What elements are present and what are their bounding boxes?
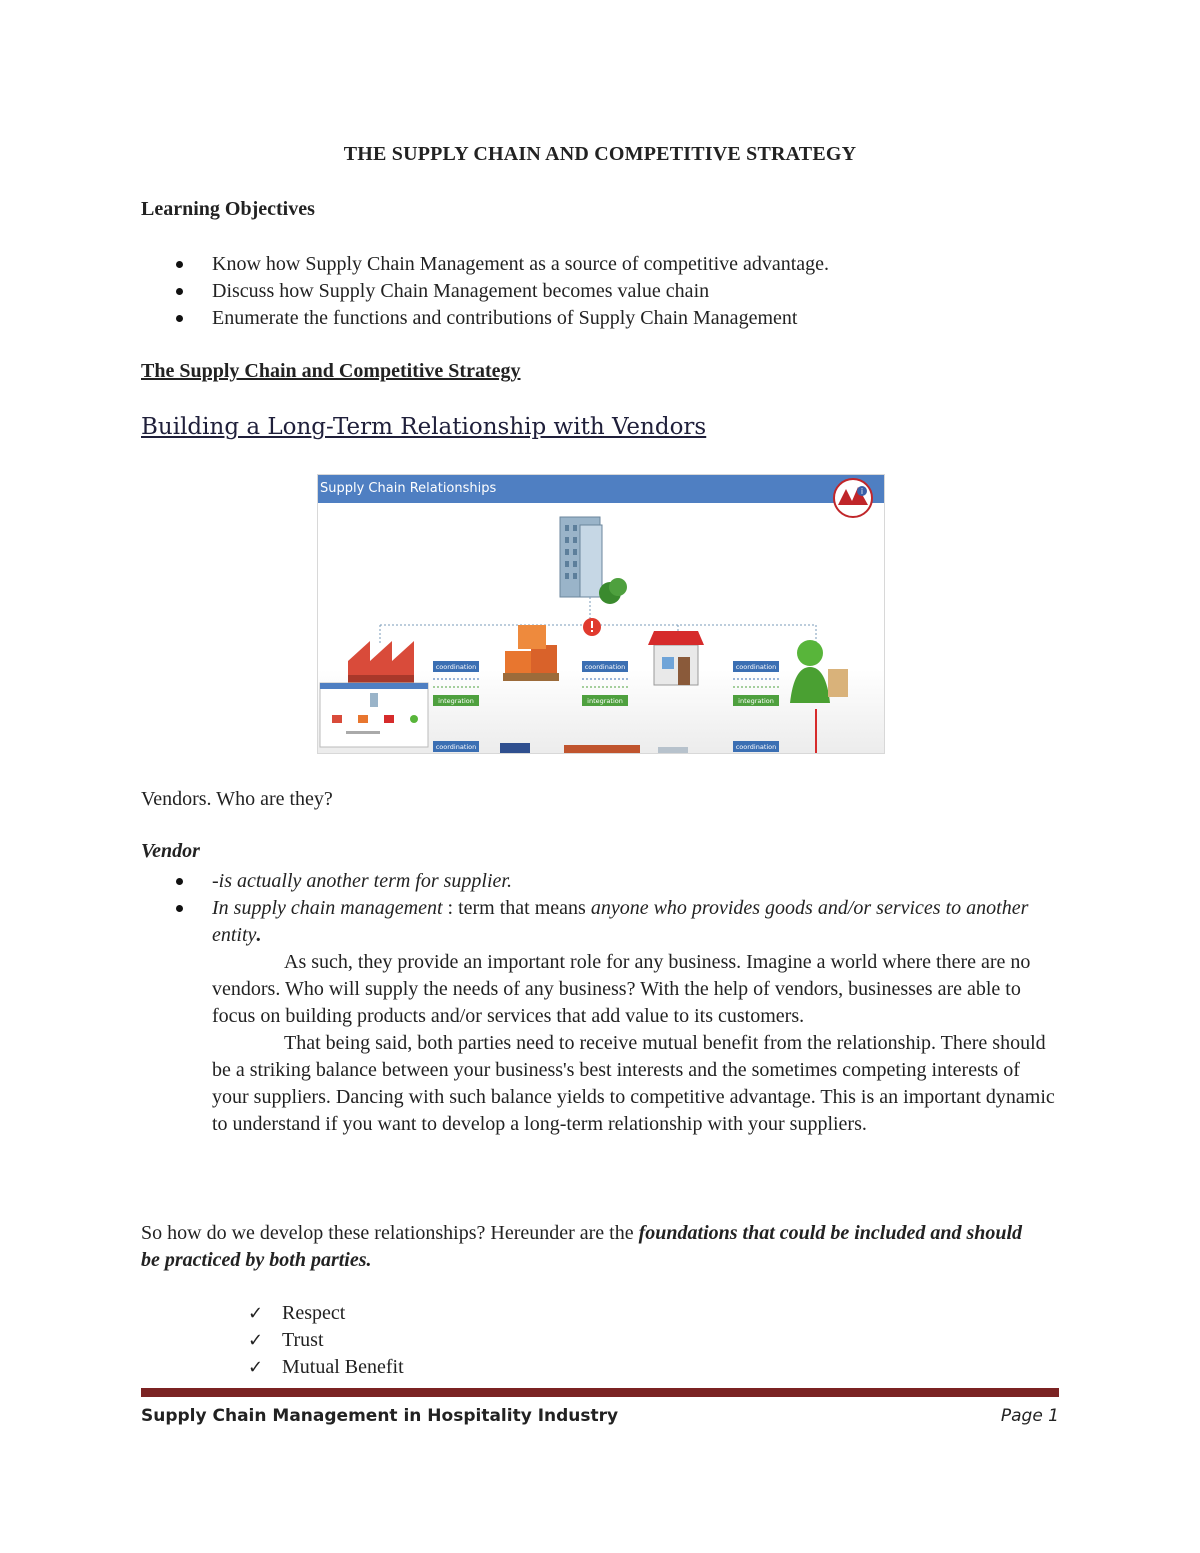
checkmark-icon: ✓	[248, 1357, 264, 1378]
coordination-tag-3	[733, 661, 779, 672]
intro-emphasis: foundations that could be included and should be practiced by both parties.	[141, 1222, 1023, 1271]
factory-icon	[348, 641, 414, 683]
intro-text: So how do we develop these relationships? Hereunder are the	[141, 1222, 639, 1244]
inset-thumbnail	[320, 683, 428, 747]
shop-icon	[648, 631, 704, 685]
checkmark-icon: ✓	[248, 1330, 264, 1351]
integration-tag-2	[582, 695, 628, 706]
vendors-question: Vendors. Who are they?	[141, 788, 333, 810]
foundation-label: Respect	[282, 1302, 346, 1324]
vendor-heading: Vendor	[141, 840, 200, 862]
vendor-list	[176, 868, 1056, 1138]
footer-title: Supply Chain Management in Hospitality Industry	[141, 1406, 619, 1426]
document-title: THE SUPPLY CHAIN AND COMPETITIVE STRATEGY	[343, 143, 857, 165]
footer-rule	[141, 1388, 1059, 1397]
integration-tag-1	[433, 695, 479, 706]
boxes-icon	[503, 625, 559, 681]
paragraph-2: That being said, both parties need to receive mutual benefit from the relationship. There should be a striking balance between your business's best interests and the sometimes competing interests of your suppliers. Dancing with such balance yields to competitive advantage. This is an important dynamic to understand if you want to develop a long-term relationship with your suppliers.	[212, 1032, 1055, 1135]
svg-text:i: i	[860, 487, 864, 496]
list-item	[248, 1327, 404, 1354]
vendor-period: .	[256, 924, 262, 946]
learning-objectives-list	[176, 251, 829, 332]
integration-label: integration	[738, 697, 774, 705]
connector-lines	[380, 597, 816, 643]
list-item	[248, 1354, 404, 1381]
page-number: Page 1	[1000, 1406, 1059, 1426]
coordination-tag-2	[582, 661, 628, 672]
bullet-icon	[176, 878, 183, 885]
bullet-icon	[176, 905, 183, 912]
checkmark-icon: ✓	[248, 1303, 264, 1324]
list-item: Know how Supply Chain Management as a source of competitive advantage.	[176, 251, 829, 278]
coordination-label: coordination	[435, 663, 477, 671]
integration-label: integration	[587, 697, 623, 705]
coordination-tag-1	[433, 661, 479, 672]
coordination-label: coordination	[735, 663, 777, 671]
supply-chain-figure	[317, 474, 885, 754]
list-item	[248, 1300, 404, 1327]
integration-tag-3	[733, 695, 779, 706]
foundations-list	[248, 1300, 404, 1381]
relationships-intro	[141, 1220, 1041, 1274]
integration-label: integration	[438, 697, 474, 705]
section-heading: The Supply Chain and Competitive Strategy	[141, 360, 521, 382]
coordination-label: coordination	[435, 743, 477, 751]
learning-objectives-heading: Learning Objectives	[141, 198, 315, 220]
supply-chain-diagram	[318, 475, 885, 754]
vendor-definition: -is actually another term for supplier.	[212, 870, 512, 892]
list-item: Enumerate the functions and contributions of Supply Chain Management	[176, 305, 829, 332]
vendor-meaning: anyone who provides goods and/or services to another entity	[212, 897, 1029, 946]
vendor-connector: : term that means	[442, 897, 591, 919]
coordination-label: coordination	[735, 743, 777, 751]
paragraph-1: As such, they provide an important role for any business. Imagine a world where there are no vendors. Who will supply the needs of any business? With the help of vendors, businesses are able to focus on building products and/or services that add value to its customers.	[212, 951, 1031, 1027]
coordination-label: coordination	[584, 663, 626, 671]
customer-icon	[790, 640, 848, 703]
foundation-label: Trust	[282, 1329, 324, 1351]
list-item	[176, 868, 1056, 895]
building-icon	[560, 517, 627, 604]
figure-title: Supply Chain Relationships	[320, 481, 497, 496]
foundation-label: Mutual Benefit	[282, 1356, 404, 1378]
list-item: Discuss how Supply Chain Management becomes value chain	[176, 278, 829, 305]
bottom-row-icons	[433, 709, 816, 754]
list-item	[176, 895, 1056, 949]
subsection-heading: Building a Long-Term Relationship with Vendors	[141, 414, 707, 440]
vendor-term: In supply chain management	[212, 897, 443, 919]
alert-icon	[583, 618, 601, 636]
